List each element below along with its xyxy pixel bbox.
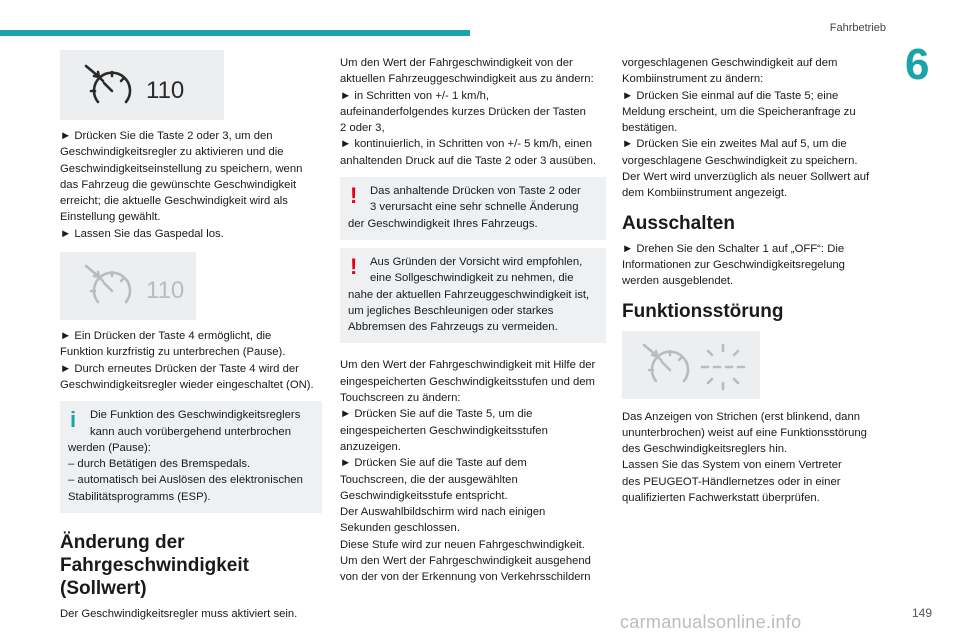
text-line: anhaltenden Druck auf die Taste 2 oder 3 ausüben. [340,154,597,167]
text-line: um jegliches Beschleunigen oder starkes [348,304,554,317]
text-line: Lassen Sie das System von einem Vertreter [622,459,842,472]
text-line: Abbremsen des Fahrzeugs zu vermeiden. [348,321,558,334]
speed-value: 110 [146,77,185,104]
text-line: werden ausgeblendet. [622,275,734,288]
column-1 [60,50,322,622]
section-heading: Funktionsstörung [622,300,784,322]
text-line: aktuellen Fahrzeuggeschwindigkeit aus zu ändern: [340,73,594,86]
text-line: von der von der Erkennung von Verkehrsschildern [340,571,591,584]
text-line: vorgeschlagenen Geschwindigkeit auf dem [622,57,838,69]
text-line: aufeinanderfolgendes kurzes Drücken der Tasten [340,105,586,118]
text-line: bestätigen. [622,122,678,135]
text-line: Um den Wert der Fahrgeschwindigkeit ausgehend [340,555,591,568]
text-line: Das Anzeigen von Strichen (erst blinkend, dann [622,410,861,423]
text-line: ► Drücken Sie einmal auf die Taste 5; eine [622,89,839,102]
header-accent-bar [0,30,470,36]
malfunction-illustration [622,331,760,399]
text-line: Sekunden geschlossen. [340,522,460,535]
cruise-control-active-illustration [60,50,224,120]
text-line: Aus Gründen der Vorsicht wird empfohlen, [370,255,583,268]
text-line: qualifizierten Fachwerkstatt überprüfen. [622,492,820,505]
text-line: eingespeicherten Geschwindigkeitsstufen [340,424,548,437]
section-heading: Ausschalten [622,212,735,234]
text-line: Um den Wert der Fahrgeschwindigkeit mit Hilfe der [340,359,596,372]
speedometer-icon [60,50,224,120]
text-line: Kombiinstrument zu ändern: [622,73,764,86]
text-line: – automatisch bei Auslösen des elektronischen [68,474,303,487]
text-line: ► in Schritten von +/- 1 km/h, [340,89,489,102]
text-line: Der Auswahlbildschirm wird nach einigen [340,506,546,519]
text-line: Geschwindigkeitseinstellung zu speichern, wenn [60,162,303,175]
speedometer-faded-icon [60,252,196,320]
text-line: Touchscreen, die der ausgewählten [340,473,518,486]
text-line: ununterbrochen) weist auf eine Funktionsstörung [622,426,867,439]
text-line: ► Drehen Sie den Schalter 1 auf „OFF“: Die [622,242,845,255]
text-line: erreicht; die aktuelle Geschwindigkeit wird als [60,195,288,208]
text-line: Die Funktion des Geschwindigkeitsreglers [90,409,301,422]
text-line: nahe der aktuellen Fahrzeuggeschwindigkeit ist, [348,288,590,301]
text-line: ► Drücken Sie ein zweites Mal auf 5, um die [622,138,847,151]
text-line: ► Ein Drücken der Taste 4 ermöglicht, die [60,330,272,343]
text-line: eine Sollgeschwindigkeit zu nehmen, die [370,272,574,285]
text-line: des Geschwindigkeitsreglers hin. [622,443,788,456]
text-line: ► Lassen Sie das Gaspedal los. [60,227,224,240]
text-line: Geschwindigkeitsregler zu aktivieren und die [60,146,284,159]
text-line: eingespeicherten Geschwindigkeitsstufen und dem [340,375,595,388]
column-2 [340,55,606,586]
warning-note [340,248,606,343]
text-line: Funktion kurzfristig zu unterbrechen (Pause). [60,346,286,359]
text-line: des PEUGEOT-Händlernetzes oder in einer [622,475,841,488]
watermark: carmanualsonline.info [620,612,802,632]
text-line: ► Durch erneutes Drücken der Taste 4 wird der [60,362,299,375]
text-line: kann auch vorübergehend unterbrochen [90,425,291,438]
text-line: ► Drücken Sie auf die Taste 5, um die [340,408,533,421]
text-line: Der Wert wird unverzüglich als neuer Sollwert auf [622,171,870,184]
text-line: anzuzeigen. [340,440,401,453]
warning-icon: ! [350,253,358,279]
page-number: 149 [911,606,932,620]
text-line: Um den Wert der Fahrgeschwindigkeit von der [340,57,573,69]
text-line: ► kontinuierlich, in Schritten von +/- 5 km/h, einen [340,138,592,151]
column-3 [622,55,884,506]
chapter-number: 6 [905,40,930,89]
speed-value-faded: 110 [146,277,185,305]
info-note [60,401,322,513]
heading-line: Änderung der [60,532,185,554]
heading-line: Fahrgeschwindigkeit [60,555,249,577]
warning-note [340,177,606,240]
text-line: das Fahrzeug die gewünschte Geschwindigkeit [60,178,297,191]
text-line: Einstellung gewählt. [60,211,161,224]
text-line: ► Drücken Sie auf die Taste auf dem [340,457,527,470]
text-line: 3 verursacht eine sehr schnelle Änderung [370,201,579,214]
text-line: ► Drücken Sie die Taste 2 oder 3, um den [60,130,273,142]
text-line: – durch Betätigen des Bremspedals. [68,458,251,471]
cruise-control-paused-illustration [60,252,196,320]
text-line: werden (Pause): [68,441,151,454]
section-title: Fahrbetrieb [829,22,886,34]
speedometer-dashes-icon [622,331,760,399]
text-line: Informationen zur Geschwindigkeitsregelung [622,258,845,271]
text-line: dem Kombiinstrument angezeigt. [622,187,788,200]
text-line: Das anhaltende Drücken von Taste 2 oder [370,185,581,198]
text-line: Der Geschwindigkeitsregler muss aktiviert sein. [60,608,298,621]
text-line: Meldung erscheint, um die Speicheranfrage zu [622,105,856,118]
text-line: Touchscreen zu ändern: [340,392,461,405]
text-line: Stabilitätsprogramms (ESP). [68,490,211,503]
heading-line: (Sollwert) [60,578,147,600]
text-line: der Geschwindigkeit Ihres Fahrzeugs. [348,217,538,230]
text-line: Diese Stufe wird zur neuen Fahrgeschwindigkeit. [340,538,585,551]
text-line: Geschwindigkeitsregler wieder eingeschaltet (ON). [60,378,314,391]
info-icon: i [70,407,77,433]
text-line: vorgeschlagene Geschwindigkeit zu speichern. [622,154,858,167]
text-line: Geschwindigkeitsstufe entspricht. [340,489,508,502]
warning-icon: ! [350,183,358,209]
section-heading [60,531,322,600]
text-line: 2 oder 3, [340,122,385,135]
